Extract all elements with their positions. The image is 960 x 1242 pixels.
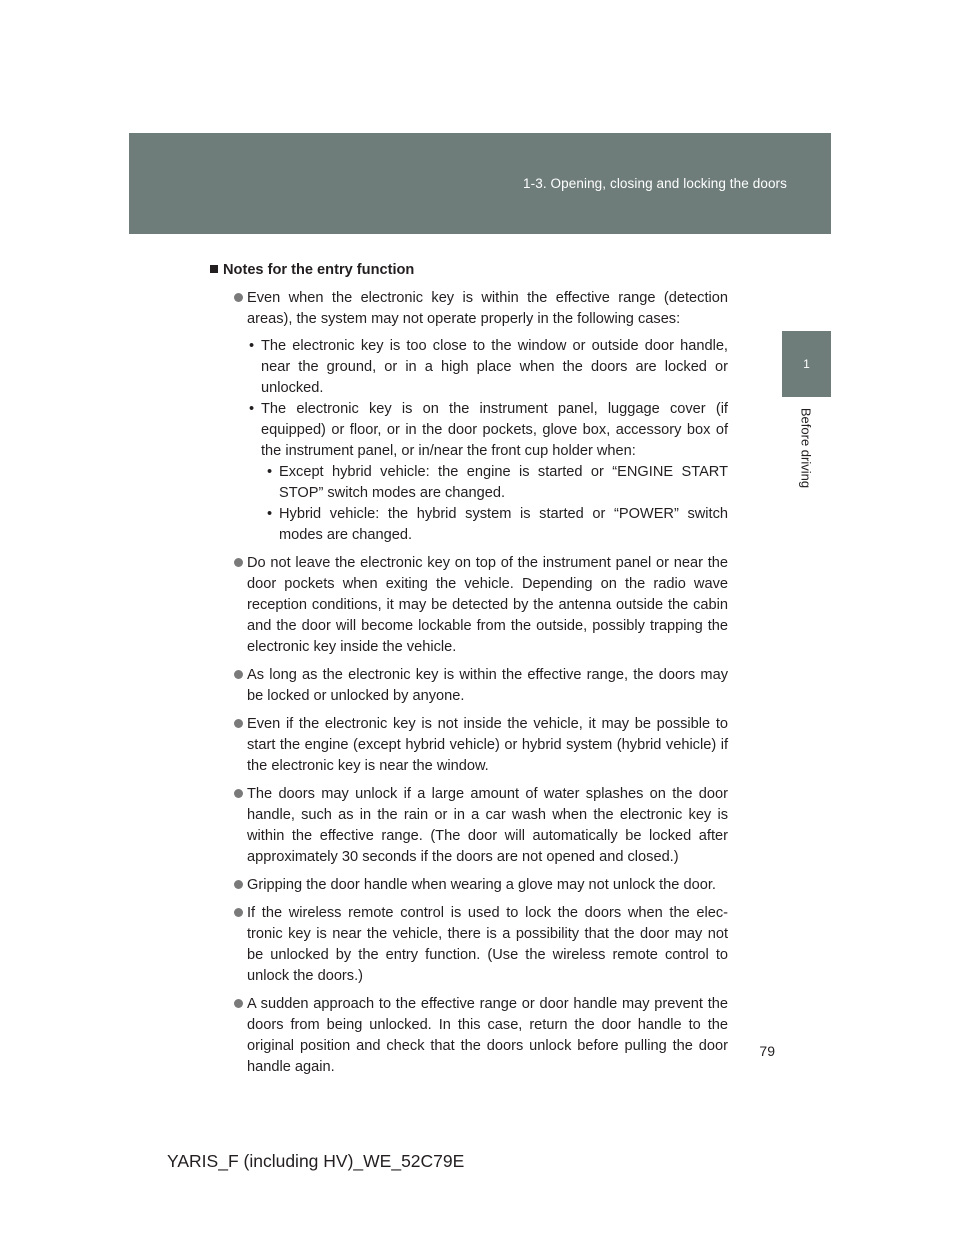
circle-bullet-icon — [234, 293, 243, 302]
sub-sub-item — [209, 504, 728, 546]
section-heading — [209, 260, 728, 281]
main-content — [209, 260, 728, 1085]
bullet-text: Even if the electronic key is not inside the vehicle, it may be possible to start the engine (except hybrid vehicle) or hybrid system (hybrid vehicle) if the electronic key is near the window. — [247, 716, 728, 774]
circle-bullet-icon — [234, 670, 243, 679]
circle-bullet-icon — [234, 789, 243, 798]
square-bullet-icon — [210, 265, 218, 273]
sub-sub-item-text: Hybrid vehicle: the hybrid system is started or “POWER” switch modes are changed. — [279, 506, 728, 543]
sub-item — [209, 399, 728, 462]
chapter-tab: 1 — [782, 331, 831, 397]
sub-item-text: The electronic key is on the instrument panel, luggage cover (if equipped) or floor, or in the door pockets, glove box, accessory box of the instrument panel, or in/near the front cup holder when: — [261, 401, 728, 459]
bullet-item — [209, 875, 728, 896]
page-number: 79 — [759, 1043, 775, 1059]
sub-item — [209, 336, 728, 399]
bullet-text: A sudden approach to the effective range or door handle may prevent the doors from being unlocked. In this case, return the door handle to the original position and check that the doors unlock before pulling the door handle again. — [247, 996, 728, 1075]
circle-bullet-icon — [234, 999, 243, 1008]
bullet-item — [209, 553, 728, 658]
bullet-text: Even when the electronic key is within the effective range (detection areas), the system may not operate properly in the following cases: — [247, 290, 728, 327]
bullet-text: As long as the electronic key is within the effective range, the doors may be locked or unlocked by anyone. — [247, 667, 728, 704]
circle-bullet-icon — [234, 558, 243, 567]
document-id: YARIS_F (including HV)_WE_52C79E — [167, 1151, 465, 1171]
sub-sub-item-text: Except hybrid vehicle: the engine is started or “ENGINE START STOP” switch modes are changed. — [279, 464, 728, 501]
bullet-item — [209, 784, 728, 868]
chapter-label: Before driving — [798, 407, 814, 489]
sub-list — [209, 336, 728, 546]
sub-bullet-mark: • — [267, 464, 273, 480]
sub-bullet-mark: • — [267, 506, 273, 522]
bullet-text: If the wireless remote control is used to lock the doors when the elec-tronic key is near the vehicle, there is a possibility that the door may not be unlocked by the entry function. (Use the wireless remote control to unlock the doors.) — [247, 905, 728, 984]
sub-bullet-mark: • — [249, 338, 255, 354]
sub-item-text: The electronic key is too close to the window or outside door handle, near the ground, or in a high place when the doors are locked or unlocked. — [261, 338, 728, 396]
bullet-item — [209, 903, 728, 987]
bullet-item — [209, 714, 728, 777]
bullet-text: Gripping the door handle when wearing a glove may not unlock the door. — [247, 877, 716, 893]
section-title: 1-3. Opening, closing and locking the doors — [523, 176, 787, 191]
section-heading-text: Notes for the entry function — [223, 262, 415, 278]
bullet-item — [209, 665, 728, 707]
sub-sub-item — [209, 462, 728, 504]
bullet-text: Do not leave the electronic key on top of the instrument panel or near the door pockets when exiting the vehicle. Depending on the radio wave reception conditions, it may be detected by the antenna outside the cabin and the door will become lockable from the outside, possibly trapping the electronic key inside the vehicle. — [247, 555, 728, 655]
circle-bullet-icon — [234, 908, 243, 917]
bullet-item — [209, 994, 728, 1078]
bullet-item — [209, 288, 728, 330]
sub-bullet-mark: • — [249, 401, 255, 417]
header-band — [129, 133, 831, 234]
circle-bullet-icon — [234, 880, 243, 889]
bullet-text: The doors may unlock if a large amount of water splashes on the door handle, such as in the rain or in a car wash when the electronic key is within the effective range. (The door will automatically be locked after approximately 30 seconds if the doors are not opened and closed.) — [247, 786, 728, 865]
circle-bullet-icon — [234, 719, 243, 728]
